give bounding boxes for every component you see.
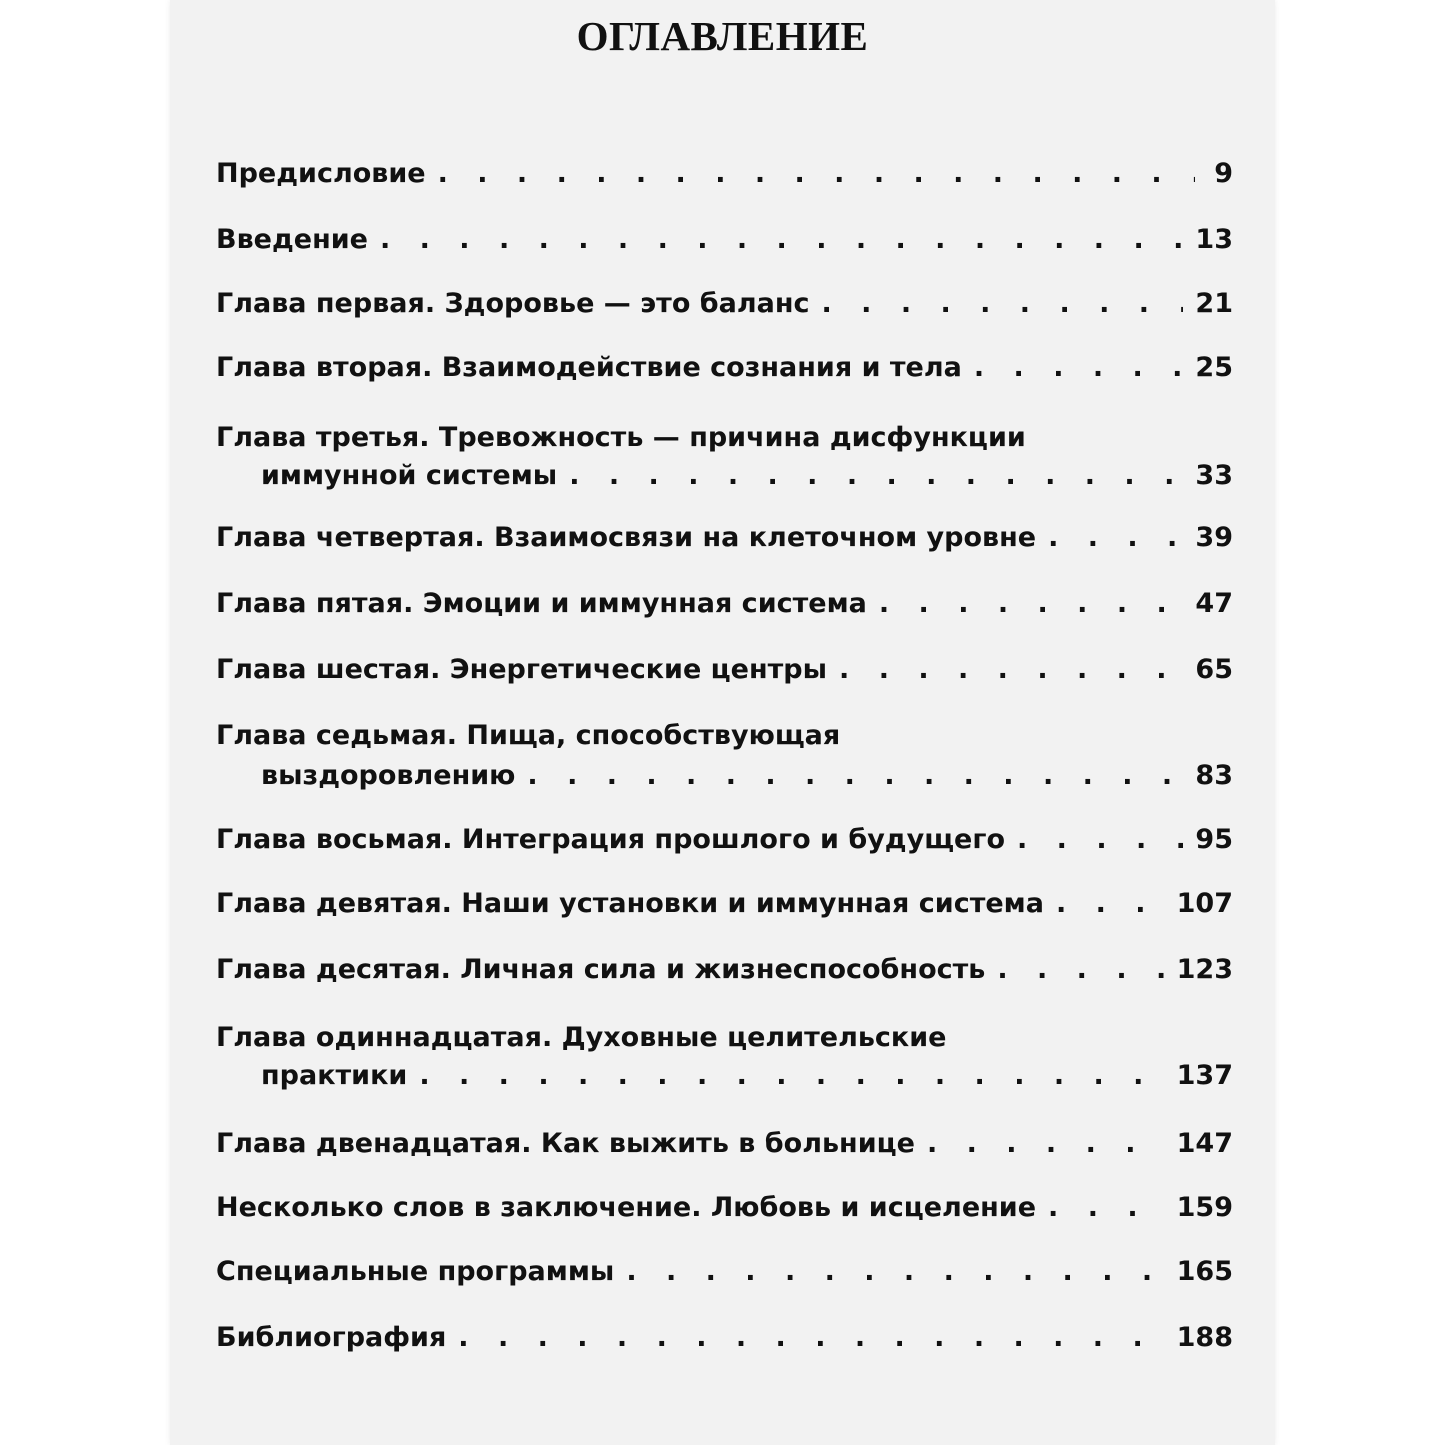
toc-page-number: 95	[1195, 824, 1233, 855]
dot-leader	[1017, 824, 1183, 855]
toc-entry-preface	[216, 158, 1233, 204]
dot-leader	[438, 158, 1195, 189]
toc-entry-chapter-11	[261, 1060, 1233, 1106]
toc-entry-title: Несколько слов в заключение. Любовь и исцеление	[216, 1192, 1037, 1223]
toc-entry-title: Глава шестая. Энергетические центры	[216, 654, 828, 685]
dot-leader	[380, 224, 1183, 255]
toc-entry-title: иммунной системы	[261, 460, 558, 491]
toc-page-number: 137	[1176, 1060, 1233, 1091]
toc-page-number: 47	[1195, 588, 1233, 619]
dot-leader	[1048, 522, 1183, 553]
toc-page-number: 159	[1176, 1192, 1233, 1223]
dot-leader	[997, 954, 1164, 985]
dot-leader	[839, 654, 1183, 685]
toc-entry-title: Специальные программы	[216, 1256, 615, 1287]
toc-page-number: 165	[1176, 1256, 1233, 1287]
toc-page-number: 33	[1195, 460, 1233, 491]
toc-entry-chapter-4	[216, 522, 1233, 568]
toc-entry-chapter-10	[216, 954, 1233, 1000]
toc-page-number: 147	[1176, 1128, 1233, 1159]
toc-entry-chapter-8	[216, 824, 1233, 870]
page-title: ОГЛАВЛЕНИЕ	[576, 13, 869, 59]
toc-entry-title: Глава девятая. Наши установки и иммунная система	[216, 888, 1044, 919]
toc-page-number: 107	[1176, 888, 1233, 919]
toc-entry-title: Библиография	[216, 1322, 447, 1353]
toc-entry-chapter-9	[216, 888, 1233, 934]
toc-entry-chapter-1	[216, 288, 1233, 334]
dot-leader	[879, 588, 1184, 619]
toc-page-number: 21	[1195, 288, 1233, 319]
dot-leader	[974, 352, 1184, 383]
dot-leader	[927, 1128, 1165, 1159]
toc-page-number: 39	[1195, 522, 1233, 553]
toc-page-number: 25	[1195, 352, 1233, 383]
dot-leader	[626, 1256, 1164, 1287]
dot-leader	[527, 760, 1183, 791]
toc-page-number: 9	[1214, 158, 1233, 189]
toc-entry-chapter-12	[216, 1128, 1233, 1174]
toc-entry-bibliography	[216, 1322, 1233, 1368]
toc-page-number: 13	[1195, 224, 1233, 255]
toc-entry-chapter-5	[216, 588, 1233, 634]
toc-entry-chapter-6	[216, 654, 1233, 700]
toc-entry-title: Глава вторая. Взаимодействие сознания и тела	[216, 352, 962, 383]
toc-entry-title: Глава первая. Здоровье — это баланс	[216, 288, 810, 319]
toc-entry-title: Глава двенадцатая. Как выжить в больнице	[216, 1128, 915, 1159]
toc-entry-chapter-7	[261, 760, 1233, 806]
toc-entry-special-programs	[216, 1256, 1233, 1302]
toc-entry-chapter-2	[216, 352, 1233, 398]
toc-entry-introduction	[216, 224, 1233, 270]
toc-entry-title: Введение	[216, 224, 368, 255]
toc-entry-conclusion	[216, 1192, 1233, 1238]
toc-entry-chapter-3-first-line: Глава третья. Тревожность — причина дисфункции	[216, 422, 1026, 453]
toc-page-number: 123	[1176, 954, 1233, 985]
toc-entry-title: Глава пятая. Эмоции и иммунная система	[216, 588, 867, 619]
toc-entry-chapter-7-first-line: Глава седьмая. Пища, способствующая	[216, 720, 841, 751]
dot-leader	[569, 460, 1183, 491]
toc-page-number: 83	[1195, 760, 1233, 791]
toc-page-number: 188	[1176, 1322, 1233, 1353]
toc-entry-title: Глава десятая. Личная сила и жизнеспособность	[216, 954, 986, 985]
dot-leader	[458, 1322, 1164, 1353]
toc-entry-title: Глава восьмая. Интеграция прошлого и будущего	[216, 824, 1006, 855]
toc-page-number: 65	[1195, 654, 1233, 685]
book-page	[170, 0, 1275, 1445]
dot-leader	[419, 1060, 1164, 1091]
toc-entry-title: практики	[261, 1060, 408, 1091]
toc-entry-chapter-11-first-line: Глава одиннадцатая. Духовные целительские	[216, 1022, 947, 1053]
toc-entry-chapter-3	[261, 460, 1233, 506]
toc-entry-title: Глава четвертая. Взаимосвязи на клеточном уровне	[216, 522, 1037, 553]
dot-leader	[1048, 1192, 1165, 1223]
dot-leader	[1056, 888, 1165, 919]
toc-entry-title: Предисловие	[216, 158, 426, 189]
dot-leader	[822, 288, 1184, 319]
toc-entry-title: выздоровлению	[261, 760, 516, 791]
